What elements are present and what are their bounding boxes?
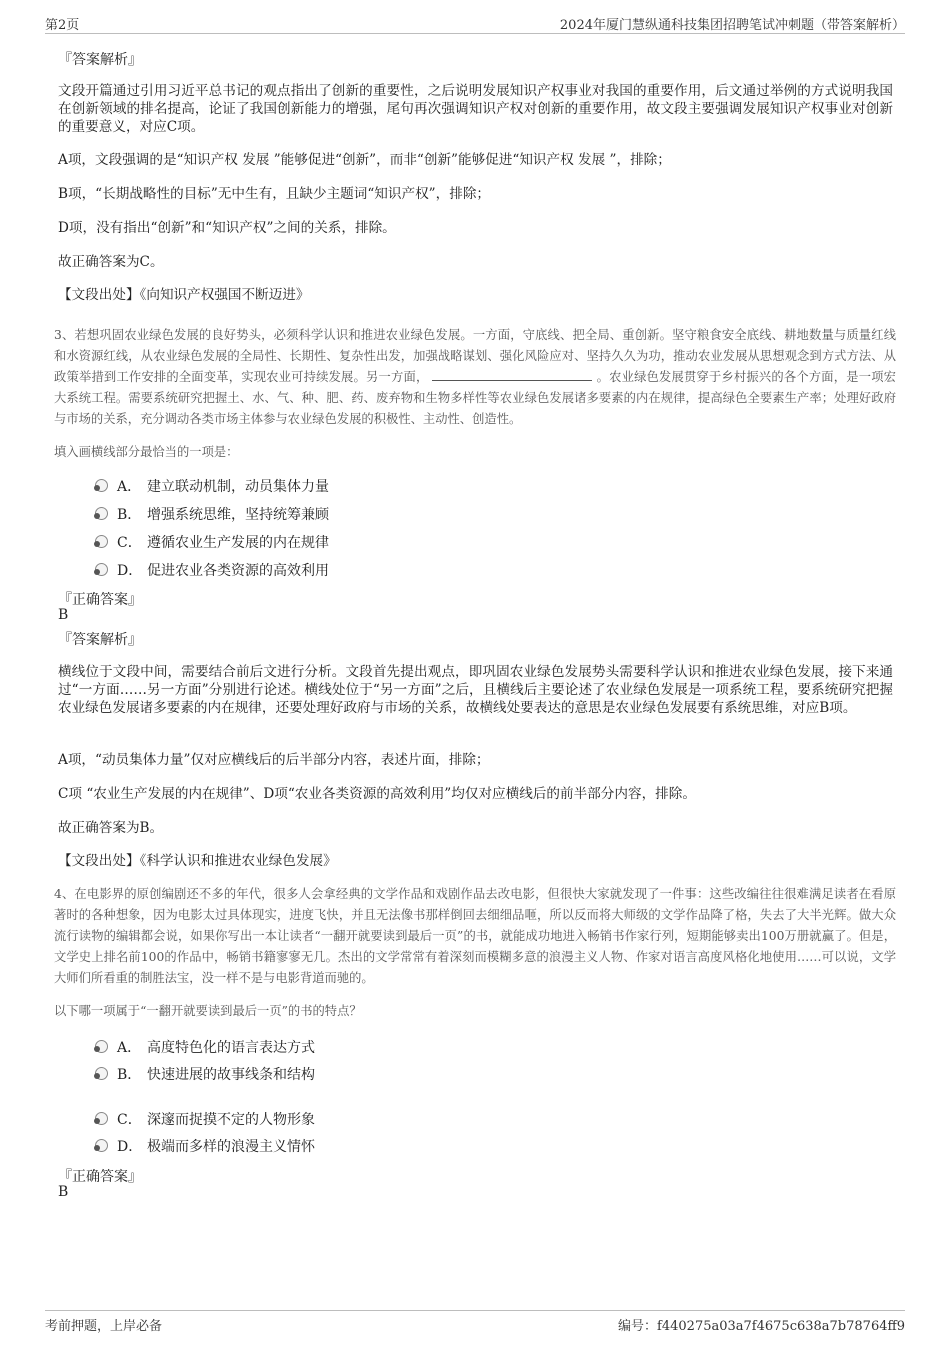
radio-icon[interactable]: [95, 563, 108, 576]
question-stem: 4、在电影界的原创编剧还不多的年代，很多人会拿经典的文学作品和戏剧作品去改电影，但很快大家就发现了一件事：这些改编往往很难满足读者在看原著时的各种想象，因为电影太过具体现实，进度飞快，并且无法像书那样倒回去细细品咂，所以反而将大师级的文学作品降了格，失去了大半光辉。做大众流行读物的编辑都会说，如果你写出一本让读者“一翻开就要读到最后一页”的书，就能成功地进入畅销书作家行列，短期能够卖出100万册就赢了。但是，文学史上排名前100的作品中，畅销书籍寥寥无几。杰出的文学常常有着深刻而模糊多意的浪漫主义人物、作家对语言高度风格化地使用……可以说，文学大师们所看重的制胜法宝，没一样不是与电影背道而驰的。: [54, 887, 896, 985]
radio-icon[interactable]: [95, 1040, 108, 1053]
analysis-paragraph: 文段开篇通过引用习近平总书记的观点指出了创新的重要性，之后说明发展知识产权事业对我国的重要作用，后文通过举例的方式说明我国在创新领域的排名提高，论证了我国创新能力的增强，尾句再次强调知识产权对创新的重要作用，故文段主要强调发展知识产权事业对创新的重要意义，对应C项。: [58, 83, 893, 135]
radio-icon[interactable]: [95, 1112, 108, 1125]
correct-answer: B: [58, 607, 69, 623]
footer-slogan: 考前押题，上岸必备: [45, 1319, 163, 1334]
radio-icon[interactable]: [95, 1067, 108, 1080]
document-id: 编号：f440275a03a7f4675c638a7b78764ff9: [618, 1319, 905, 1334]
correct-answer-label: 『正确答案』: [58, 1169, 142, 1185]
analysis-paragraph: D项，没有指出“创新”和“知识产权”之间的关系，排除。: [58, 220, 396, 236]
analysis-label: 『答案解析』: [58, 52, 142, 68]
source-citation: 【文段出处】《向知识产权强国不断迈进》: [58, 287, 310, 303]
analysis-paragraph: A项，“动员集体力量”仅对应横线后的后半部分内容，表述片面，排除；: [58, 752, 490, 768]
question-prompt: 填入画横线部分最恰当的一项是：: [54, 445, 239, 459]
page-number: 第2页: [45, 18, 80, 33]
question-prompt: 以下哪一项属于“一翻开就要读到最后一页”的书的特点？: [54, 1004, 362, 1018]
answer-conclusion: 故正确答案为B。: [58, 820, 164, 836]
radio-icon[interactable]: [95, 507, 108, 520]
correct-answer-label: 『正确答案』: [58, 592, 142, 608]
answer-conclusion: 故正确答案为C。: [58, 254, 164, 270]
correct-answer: B: [58, 1184, 69, 1200]
analysis-paragraph: A项，文段强调的是“知识产权 发展 ”能够促进“创新”，而非“创新”能够促进“知识产权 发展 ”，排除；: [58, 152, 671, 168]
document-title: 2024年厦门慧纵通科技集团招聘笔试冲刺题（带答案解析）: [559, 18, 905, 33]
page-footer: [45, 1310, 905, 1334]
analysis-paragraph: C项 “农业生产发展的内在规律”、D项“农业各类资源的高效利用”均仅对应横线后的前半部分内容，排除。: [58, 786, 696, 802]
radio-icon[interactable]: [95, 535, 108, 548]
page-header: [45, 0, 905, 34]
radio-icon[interactable]: [95, 479, 108, 492]
question-stem: 3、若想巩固农业绿色发展的良好势头，必须科学认识和推进农业绿色发展。一方面，守底线、把全局、重创新。坚守粮食安全底线、耕地数量与质量红线和水资源红线，从农业绿色发展的全局性、长期性、复杂性出发，加强战略谋划、强化风险应对、坚持久久为功，推动农业发展从思想观念到方式方法、从政策举措到工作安排的全面变革，实现农业可持续发展。另一方面， 。农业绿色发展贯穿于乡村振兴的各个方面，是一项宏大系统工程。需要系统研究把握土、水、气、种、肥、药、废弃物和生物多样性等农业绿色发展诸多要素的内在规律，提高绿色全要素生产率；处理好政府与市场的关系，充分调动各类市场主体参与农业绿色发展的积极性、主动性、创造性。: [54, 328, 896, 426]
source-citation: 【文段出处】《科学认识和推进农业绿色发展》: [58, 853, 337, 869]
radio-icon[interactable]: [95, 1139, 108, 1152]
analysis-paragraph: B项，“长期战略性的目标”无中生有，且缺少主题词“知识产权”，排除；: [58, 186, 491, 202]
analysis-paragraph: 横线位于文段中间，需要结合前后文进行分析。文段首先提出观点，即巩固农业绿色发展势头需要科学认识和推进农业绿色发展，接下来通过“一方面……另一方面”分别进行论述。横线处位于“另一方面”之后，且横线后主要论述了农业绿色发展是一项系统工程，要系统研究把握农业绿色发展诸多要素的内在规律，还要处理好政府与市场的关系，故横线处要表达的意思是农业绿色发展要有系统思维，对应B项。: [58, 664, 893, 716]
fill-blank-line: [432, 370, 592, 381]
analysis-label: 『答案解析』: [58, 632, 142, 648]
